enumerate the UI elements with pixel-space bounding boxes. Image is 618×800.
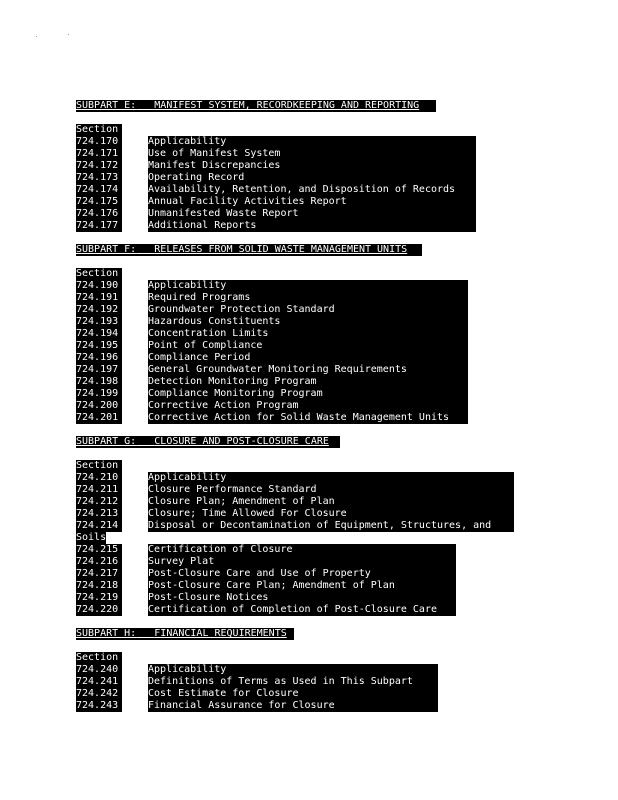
section-number: 724.241 — [76, 676, 122, 688]
section-number: 724.191 — [76, 292, 122, 304]
section-title: Applicability — [148, 472, 514, 484]
section-number: 724.175 — [76, 196, 122, 208]
section-title: General Groundwater Monitoring Requirements — [148, 364, 468, 376]
section-number: 724.195 — [76, 340, 122, 352]
section-heading: Section — [76, 652, 122, 664]
section-title: Closure Plan; Amendment of Plan — [148, 496, 514, 508]
scan-speck — [68, 34, 69, 35]
section-title: Unmanifested Waste Report — [148, 208, 476, 220]
section-number: 724.174 — [76, 184, 122, 196]
subpart-g-header: SUBPART G: CLOSURE AND POST-CLOSURE CARE — [76, 436, 340, 448]
section-number: 724.219 — [76, 592, 122, 604]
section-number: 724.201 — [76, 412, 122, 424]
section-number: 724.197 — [76, 364, 122, 376]
section-title: Detection Monitoring Program — [148, 376, 468, 388]
section-number: 724.220 — [76, 604, 122, 616]
section-number: 724.240 — [76, 664, 122, 676]
section-title: Cost Estimate for Closure — [148, 688, 438, 700]
section-title-continuation: Soils — [76, 532, 106, 543]
section-title: Closure; Time Allowed For Closure — [148, 508, 514, 520]
section-number: 724.196 — [76, 352, 122, 364]
section-title: Annual Facility Activities Report — [148, 196, 476, 208]
section-number: 724.198 — [76, 376, 122, 388]
section-heading: Section — [76, 124, 122, 136]
section-title: Applicability — [148, 280, 468, 292]
section-title: Groundwater Protection Standard — [148, 304, 468, 316]
section-title: Concentration Limits — [148, 328, 468, 340]
section-title: Post-Closure Notices — [148, 592, 456, 604]
section-number: 724.200 — [76, 400, 122, 412]
section-title: Compliance Monitoring Program — [148, 388, 468, 400]
section-number: 724.212 — [76, 496, 122, 508]
section-number: 724.243 — [76, 700, 122, 712]
section-title: Manifest Discrepancies — [148, 160, 476, 172]
section-number: 724.242 — [76, 688, 122, 700]
section-number: 724.172 — [76, 160, 122, 172]
scan-speck — [36, 36, 37, 37]
section-title: Certification of Completion of Post-Closure Care — [148, 604, 456, 616]
section-title: Use of Manifest System — [148, 148, 476, 160]
section-number: 724.213 — [76, 508, 122, 520]
section-title: Post-Closure Care Plan; Amendment of Plan — [148, 580, 456, 592]
section-number: 724.199 — [76, 388, 122, 400]
section-number: 724.177 — [76, 220, 122, 232]
section-title: Required Programs — [148, 292, 468, 304]
section-title: Corrective Action for Solid Waste Management Units — [148, 412, 468, 424]
section-number: 724.173 — [76, 172, 122, 184]
section-title: Applicability — [148, 664, 438, 676]
section-title: Definitions of Terms as Used in This Subpart — [148, 676, 438, 688]
section-number: 724.194 — [76, 328, 122, 340]
subpart-h-header: SUBPART H: FINANCIAL REQUIREMENTS — [76, 628, 294, 640]
section-number: 724.171 — [76, 148, 122, 160]
subpart-e-header: SUBPART E: MANIFEST SYSTEM, RECORDKEEPING AND REPORTING — [76, 100, 436, 112]
section-number: 724.210 — [76, 472, 122, 484]
section-number: 724.211 — [76, 484, 122, 496]
section-number: 724.218 — [76, 580, 122, 592]
section-number: 724.216 — [76, 556, 122, 568]
section-heading: Section — [76, 268, 122, 280]
section-title: Financial Assurance for Closure — [148, 700, 438, 712]
section-title: Hazardous Constituents — [148, 316, 468, 328]
section-title: Corrective Action Program — [148, 400, 468, 412]
section-number: 724.215 — [76, 544, 122, 556]
section-number: 724.170 — [76, 136, 122, 148]
section-number: 724.192 — [76, 304, 122, 316]
section-title: Compliance Period — [148, 352, 468, 364]
section-number: 724.214 — [76, 520, 122, 532]
section-number: 724.190 — [76, 280, 122, 292]
section-title: Point of Compliance — [148, 340, 468, 352]
section-title: Operating Record — [148, 172, 476, 184]
section-title: Survey Plat — [148, 556, 456, 568]
section-title: Disposal or Decontamination of Equipment, Structures, and — [148, 520, 514, 532]
section-title: Availability, Retention, and Disposition of Records — [148, 184, 476, 196]
section-number: 724.217 — [76, 568, 122, 580]
section-number: 724.193 — [76, 316, 122, 328]
subpart-f-header: SUBPART F: RELEASES FROM SOLID WASTE MANAGEMENT UNITS — [76, 244, 422, 256]
section-title: Applicability — [148, 136, 476, 148]
section-title: Post-Closure Care and Use of Property — [148, 568, 456, 580]
section-number: 724.176 — [76, 208, 122, 220]
section-title: Certification of Closure — [148, 544, 456, 556]
section-heading: Section — [76, 460, 122, 472]
section-title: Additional Reports — [148, 220, 476, 232]
section-title: Closure Performance Standard — [148, 484, 514, 496]
